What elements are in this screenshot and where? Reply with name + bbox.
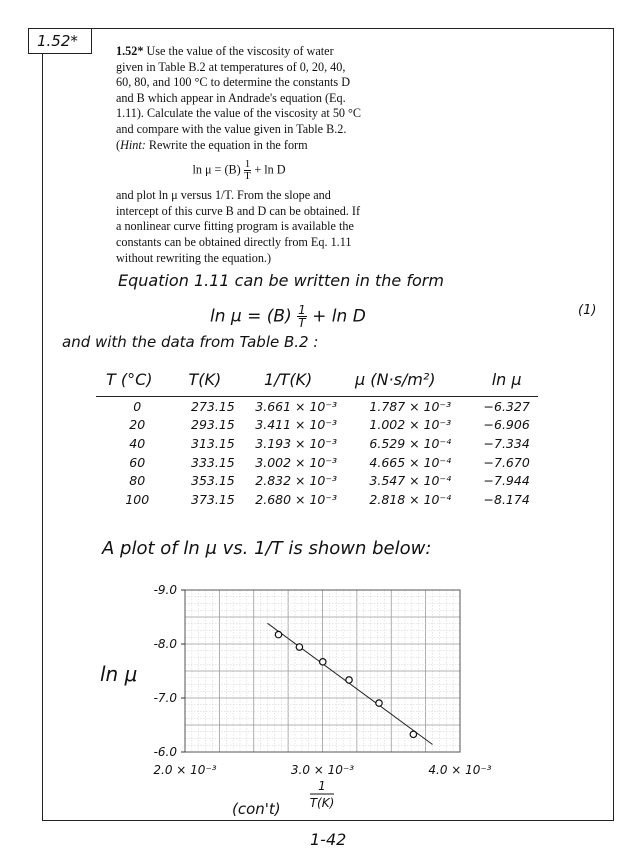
table-cell: 1.787 × 10⁻³ xyxy=(369,398,452,414)
problem-text-2: Rewrite the equation in the form xyxy=(145,137,308,152)
table-cell: 2.832 × 10⁻³ xyxy=(255,473,337,489)
table-cell: 2.680 × 10⁻³ xyxy=(255,491,337,507)
header-t-celsius: T (°C) xyxy=(96,366,179,397)
x-tick-label: 4.0 × 10⁻³ xyxy=(428,763,492,777)
table-cell: −7.334 xyxy=(483,435,530,451)
problem-number: 1.52* xyxy=(116,44,144,58)
table-cell: 293.15 xyxy=(191,417,235,433)
y-tick-label: -9.0 xyxy=(153,583,177,597)
continued-note: (con't) xyxy=(232,800,281,818)
header-viscosity: μ (N·s/m²) xyxy=(345,366,476,397)
table-cell: 3.193 × 10⁻³ xyxy=(255,435,337,451)
equation-num: 1 xyxy=(244,158,251,171)
problem-text-3: and plot ln μ versus 1/T. From the slope and intercept of this curve B and D can be obtained. If a nonlinear curve fitting program is available the constants can be obtained directly from Eq. 1.11 without rewriting the equation.) xyxy=(116,188,360,265)
page-number: 1-42 xyxy=(310,830,347,849)
table-cell: 20 xyxy=(129,417,146,433)
table-cell: 60 xyxy=(129,454,146,470)
table-cell: 273.15 xyxy=(191,398,235,414)
table-cell: 40 xyxy=(129,435,146,451)
table-cell: 0 xyxy=(133,398,142,414)
equation-right: + ln D xyxy=(254,162,286,177)
data-point xyxy=(376,700,382,706)
data-point xyxy=(275,631,281,637)
solution-line-1: Equation 1.11 can be written in the form xyxy=(118,271,444,290)
solution-eq-left: ln μ = (B) xyxy=(210,306,292,327)
solution-eq-den: T xyxy=(298,316,306,330)
solution-eq-right: + ln D xyxy=(312,306,366,327)
y-tick-label: -7.0 xyxy=(153,691,177,705)
data-point xyxy=(320,659,326,665)
table-cell: 3.411 × 10⁻³ xyxy=(255,417,337,433)
table-cell: 353.15 xyxy=(191,473,235,489)
header-t-kelvin: T(K) xyxy=(179,366,248,397)
x-axis-label-den: T(K) xyxy=(309,796,335,810)
problem-tag: 1.52* xyxy=(28,28,92,54)
x-axis-label-num: 1 xyxy=(318,779,326,793)
equation-label: (1) xyxy=(578,303,597,318)
y-tick-label: -8.0 xyxy=(153,637,177,651)
data-point xyxy=(296,644,302,650)
data-point xyxy=(346,677,352,683)
data-point xyxy=(410,731,416,737)
table-cell: −7.944 xyxy=(483,473,530,489)
problem-text-1: Use the value of the viscosity of water given in Table B.2 at temperatures of 0, 20, 40, 60, 80, and 100 °C to determine the constants D and B which appear in Andrade's equation (Eq. 1.11). Calculate the value of the viscosity at 50 °C and compare with the value given in Table B.2. ( xyxy=(116,44,362,152)
table-cell: 4.665 × 10⁻⁴ xyxy=(369,454,452,470)
table-cell: −7.670 xyxy=(483,454,530,470)
table-cell: 1.002 × 10⁻³ xyxy=(369,417,452,433)
plot-lead: A plot of ln μ vs. 1/T is shown below: xyxy=(102,538,432,559)
header-ln-mu: ln μ xyxy=(476,366,538,397)
y-tick-label: -6.0 xyxy=(153,745,177,759)
equation-den: T xyxy=(244,170,251,183)
solution-line-2: and with the data from Table B.2 : xyxy=(62,333,319,351)
hint-label: Hint: xyxy=(120,137,146,152)
header-inverse-t: 1/T(K) xyxy=(247,366,345,397)
table-cell: 333.15 xyxy=(191,454,235,470)
table-cell: 3.661 × 10⁻³ xyxy=(255,398,337,414)
solution-eq-num: 1 xyxy=(298,303,306,317)
table-cell: 3.002 × 10⁻³ xyxy=(255,454,337,470)
x-tick-label: 2.0 × 10⁻³ xyxy=(153,763,217,777)
table-cell: 2.818 × 10⁻⁴ xyxy=(369,491,452,507)
equation-left: ln μ = (B) xyxy=(192,162,241,177)
table-cell: 6.529 × 10⁻⁴ xyxy=(369,435,452,451)
table-cell: 3.547 × 10⁻⁴ xyxy=(369,473,452,489)
table-cell: 373.15 xyxy=(191,491,235,507)
table-cell: −8.174 xyxy=(483,491,530,507)
table-cell: 313.15 xyxy=(191,435,235,451)
table-cell: 100 xyxy=(125,491,150,507)
table-cell: 80 xyxy=(129,473,146,489)
y-axis-label: ln μ xyxy=(100,662,138,686)
table-cell: −6.327 xyxy=(483,398,530,414)
table-cell: −6.906 xyxy=(483,417,530,433)
x-tick-label: 3.0 × 10⁻³ xyxy=(290,763,355,777)
